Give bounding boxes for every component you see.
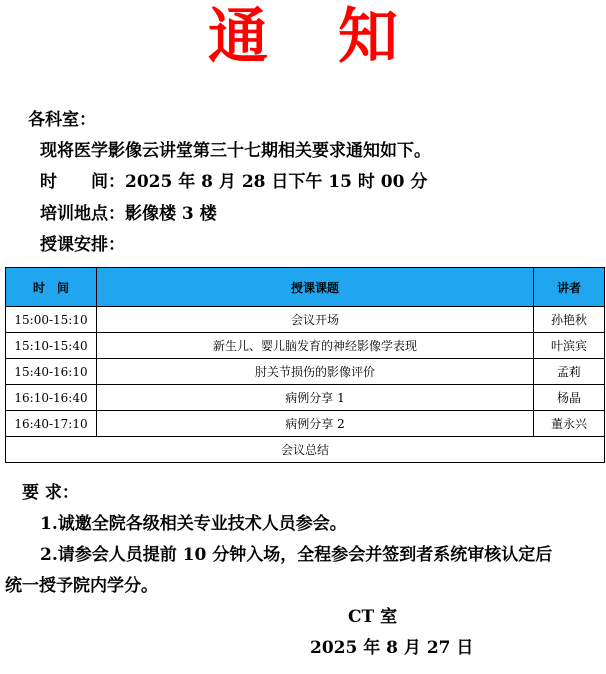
row-speaker: 叶滨宾 bbox=[534, 333, 605, 359]
row-topic: 会议开场 bbox=[97, 307, 534, 333]
place-row bbox=[40, 199, 217, 224]
table-row bbox=[6, 411, 605, 437]
time-value: 2025 年 8 月 28 日下午 15 时 00 分 bbox=[125, 172, 428, 192]
title-char-2: 知 bbox=[338, 2, 398, 72]
header-speaker: 讲者 bbox=[534, 268, 605, 307]
row-time: 16:10-16:40 bbox=[6, 385, 97, 411]
intro-text: 现将医学影像云讲堂第三十七期相关要求通知如下。 bbox=[40, 141, 431, 161]
row-topic: 病例分享 2 bbox=[97, 411, 534, 437]
schedule-label: 授课安排： bbox=[40, 235, 125, 255]
row-time: 15:10-15:40 bbox=[6, 333, 97, 359]
row-speaker: 董永兴 bbox=[534, 411, 605, 437]
time-row bbox=[40, 167, 427, 192]
signature-date: 2025 年 8 月 27 日 bbox=[310, 638, 474, 658]
row-topic: 病例分享 1 bbox=[97, 385, 534, 411]
row-speaker: 孙艳秋 bbox=[534, 307, 605, 333]
row-topic: 新生儿、婴儿脑发育的神经影像学表现 bbox=[97, 333, 534, 359]
requirement-2-line-2: 统一授予院内学分。 bbox=[5, 576, 158, 596]
table-row bbox=[6, 385, 605, 411]
title-char-1: 通 bbox=[208, 2, 268, 72]
row-speaker: 孟莉 bbox=[534, 359, 605, 385]
schedule-table bbox=[5, 267, 605, 463]
requirements-label: 要 求： bbox=[22, 483, 79, 503]
salutation: 各科室： bbox=[28, 110, 96, 130]
table-row bbox=[6, 333, 605, 359]
row-topic: 肘关节损伤的影像评价 bbox=[97, 359, 534, 385]
requirement-2-line-1: 2.请参会人员提前 10 分钟入场，全程参会并签到者系统审核认定后 bbox=[40, 545, 553, 565]
place-label: 培训地点： bbox=[40, 204, 125, 224]
header-time: 时 间 bbox=[6, 268, 97, 307]
place-value: 影像楼 3 楼 bbox=[125, 204, 217, 224]
time-label: 时 间： bbox=[40, 172, 125, 192]
table-row bbox=[6, 307, 605, 333]
row-time: 15:00-15:10 bbox=[6, 307, 97, 333]
row-time: 16:40-17:10 bbox=[6, 411, 97, 437]
requirement-1: 1.诚邀全院各级相关专业技术人员参会。 bbox=[40, 514, 347, 534]
table-summary-row bbox=[6, 437, 605, 463]
row-time: 15:40-16:10 bbox=[6, 359, 97, 385]
row-speaker: 杨晶 bbox=[534, 385, 605, 411]
table-row bbox=[6, 359, 605, 385]
header-topic: 授课课题 bbox=[97, 268, 534, 307]
summary-cell: 会议总结 bbox=[6, 437, 605, 463]
signature-org: CT 室 bbox=[348, 607, 398, 627]
notice-title bbox=[0, 2, 606, 72]
